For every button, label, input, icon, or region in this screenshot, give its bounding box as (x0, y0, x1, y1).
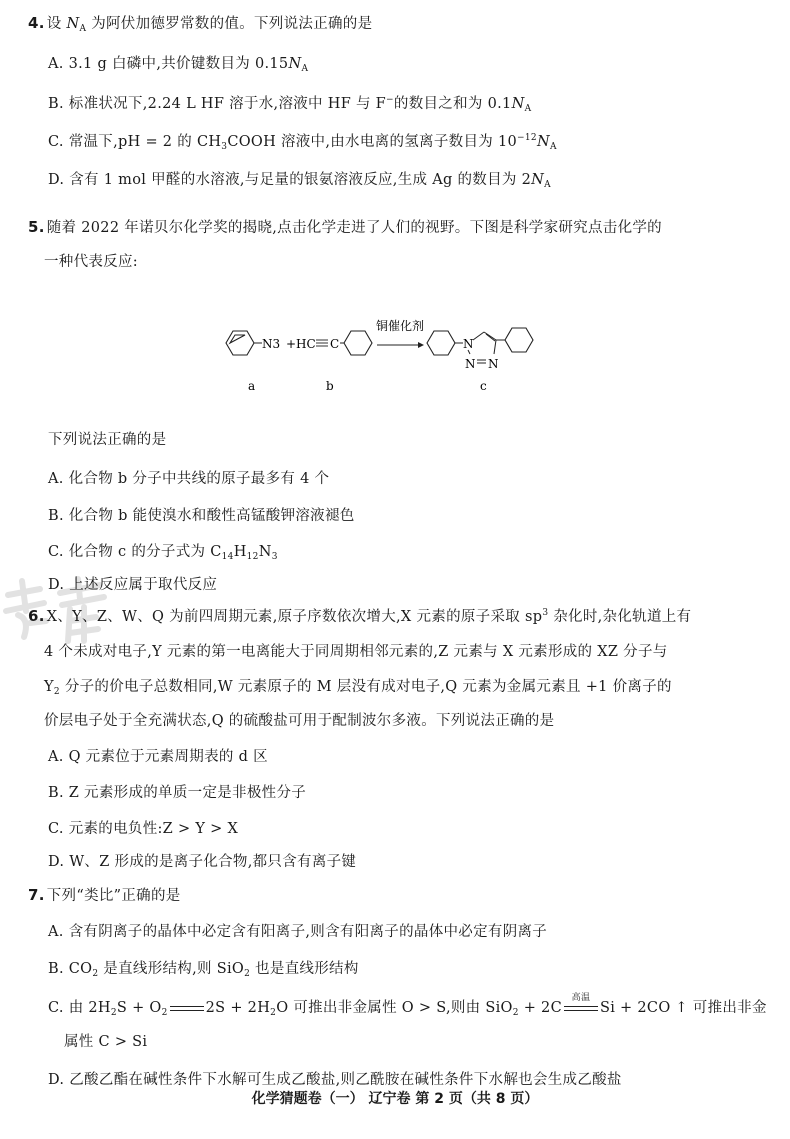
superscript: −12 (517, 133, 537, 143)
italic-symbol: N (531, 172, 545, 188)
subscript: 2 (92, 969, 99, 979)
question-7-option-c (48, 993, 767, 1018)
reaction-condition: 高温 (571, 993, 591, 1003)
text-segment: 分子的价电子总数相同,W 元素原子的 M 层没有成对电子,Q 元素为金属元素且 +1 价离子的 (59, 679, 672, 695)
question-6-stem-line-4 (44, 709, 554, 730)
text-segment: 的数目之和为 0.1 (393, 96, 512, 112)
text-segment: C. 由 2H (48, 1000, 111, 1016)
label-c: c (480, 379, 487, 393)
text-segment: A. 3.1 g 白磷中,共价键数目为 0.15 (48, 56, 289, 72)
question-5-option-c (48, 540, 278, 562)
text-segment: B. Z 元素形成的单质一定是非极性分子 (48, 785, 307, 801)
question-7-option-a (48, 920, 547, 941)
question-6-option-d (48, 850, 356, 871)
text-segment: 杂化时,杂化轨道上有 (548, 609, 692, 625)
text-segment: Si + 2CO ↑ 可推出非金 (599, 1000, 767, 1016)
superscript: 3 (542, 608, 549, 618)
text-segment: A. Q 元素位于元素周期表的 d 区 (48, 749, 268, 765)
subscript: 2 (512, 1008, 519, 1018)
question-5-prompt (48, 428, 166, 449)
subscript: 3 (221, 142, 228, 152)
text-segment: C. 元素的电负性:Z > Y > X (48, 821, 239, 837)
question-5-option-a (48, 467, 329, 488)
benzene-ring-c2 (505, 328, 533, 352)
question-4-option-d (48, 168, 551, 190)
triazole-n1: N (463, 337, 474, 351)
triazole-n2: N (465, 357, 476, 371)
question-7-option-c-cont (64, 1030, 147, 1051)
question-4-stem (28, 12, 372, 34)
subscript: 14 (221, 552, 234, 562)
question-7-number: 7. (28, 886, 45, 904)
question-6-option-a (48, 745, 268, 766)
text-segment: + 2C (518, 1000, 562, 1016)
question-4-option-c (48, 130, 557, 152)
text-segment: 属性 C > Si (64, 1034, 148, 1050)
text-segment: N (258, 544, 272, 560)
text-segment: 下列说法正确的是 (48, 432, 167, 448)
label-b: b (326, 379, 334, 393)
subscript: A (549, 142, 557, 152)
text-segment: H (233, 544, 247, 560)
benzene-ring-a (226, 331, 254, 355)
text-segment: 2S + 2H (205, 1000, 271, 1016)
question-4-option-a (48, 52, 308, 74)
text-segment: B. 化合物 b 能使溴水和酸性高锰酸钾溶液褪色 (48, 508, 355, 524)
text-segment: COOH 溶液中,由水电离的氢离子数目为 10 (227, 134, 518, 150)
question-5-option-b (48, 504, 355, 525)
subscript: A (79, 24, 87, 34)
text-segment: C. 常温下,pH = 2 的 CH (48, 134, 222, 150)
question-5-stem-line-2 (44, 250, 138, 271)
triazole-n3: N (488, 357, 499, 371)
italic-symbol: N (511, 96, 525, 112)
alkyne-hc-label: +HC (286, 337, 316, 351)
italic-symbol: N (288, 56, 302, 72)
text-segment: 价层电子处于全充满状态,Q 的硫酸盐可用于配制波尔多液。下列说法正确的是 (44, 713, 555, 729)
text-segment: 设 (46, 16, 67, 32)
subscript: 12 (246, 552, 259, 562)
text-segment: D. W、Z 形成的是离子化合物,都只含有离子键 (48, 854, 357, 870)
question-5-option-d (48, 573, 217, 594)
question-6-stem-line-1 (28, 605, 691, 626)
text-segment: D. 含有 1 mol 甲醛的水溶液,与足量的银氨溶液反应,生成 Ag 的数目为 2 (48, 172, 532, 188)
benzene-ring-b (344, 331, 372, 355)
text-segment: A. 含有阴离子的晶体中必定含有阳离子,则含有阳离子的晶体中必定有阴离子 (48, 924, 548, 940)
label-a: a (248, 379, 256, 393)
question-6-option-b (48, 781, 306, 802)
text-segment: 随着 2022 年诺贝尔化学奖的揭晓,点击化学走进了人们的视野。下图是科学家研究点击化学的 (46, 220, 662, 236)
subscript: A (544, 180, 551, 190)
question-6-stem-line-3 (44, 675, 672, 697)
text-segment: Y (44, 679, 54, 695)
text-segment: A. 化合物 b 分子中共线的原子最多有 4 个 (48, 471, 330, 487)
subscript: 2 (53, 687, 60, 697)
question-6-number: 6. (28, 607, 45, 625)
subscript: 2 (244, 969, 251, 979)
italic-symbol: N (536, 134, 550, 150)
question-7-option-b (48, 957, 359, 979)
reaction-equals-sign (170, 1002, 204, 1014)
text-segment: 一种代表反应: (44, 254, 138, 270)
text-segment: 为阿伏加德罗常数的值。下列说法正确的是 (86, 16, 373, 32)
question-5-stem-text (47, 220, 662, 236)
benzene-ring-c1 (427, 331, 455, 355)
question-5-number: 5. (28, 218, 45, 236)
text-segment: B. 标准状况下,2.24 L HF 溶于水,溶液中 HF 与 F (48, 96, 387, 112)
subscript: A (524, 104, 532, 114)
triple-bond (316, 340, 328, 346)
subscript: 2 (270, 1008, 277, 1018)
question-6-stem-line-2 (44, 640, 668, 661)
text-segment: S + O (116, 1000, 162, 1016)
text-segment: O 可推出非金属性 O > S,则由 SiO (276, 1000, 513, 1016)
alkyne-c-label: C (330, 337, 340, 351)
catalyst-label: 铜催化剂 (376, 319, 425, 333)
question-4-number: 4. (28, 14, 45, 32)
page-footer: 化学猜题卷（一） 辽宁卷 第 2 页（共 8 页） (251, 1091, 539, 1107)
question-7-stem-text (47, 888, 181, 904)
subscript: 2 (110, 1008, 117, 1018)
question-5-stem-line-1 (28, 216, 662, 237)
text-segment: D. 乙酸乙酯在碱性条件下水解可生成乙酸盐,则乙酰胺在碱性条件下水解也会生成乙酸盐 (48, 1072, 622, 1088)
reaction-arrow (377, 342, 424, 348)
reaction-equals-sign (564, 993, 598, 1014)
text-segment: 是直线形结构,则 SiO (98, 961, 245, 977)
reaction-diagram (222, 318, 562, 398)
question-6-option-c (48, 817, 238, 838)
text-segment: 下列“类比”正确的是 (46, 888, 181, 904)
question-7-option-d (48, 1068, 622, 1089)
subscript: A (301, 64, 309, 74)
subscript: 3 (271, 552, 278, 562)
text-segment: X、Y、Z、W、Q 为前四周期元素,原子序数依次增大,X 元素的原子采取 sp (46, 609, 543, 625)
text-segment: C. 化合物 c 的分子式为 C (48, 544, 222, 560)
question-4-option-b (48, 92, 531, 114)
italic-symbol: N (66, 16, 80, 32)
question-6-stem-text (47, 609, 692, 625)
azide-label: N3 (262, 337, 281, 351)
text-segment: 4 个未成对电子,Y 元素的第一电离能大于同周期相邻元素的,Z 元素与 X 元素形成的 XZ 分子与 (44, 644, 668, 660)
text-segment: D. 上述反应属于取代反应 (48, 577, 218, 593)
question-4-stem-text (47, 16, 373, 32)
question-7-stem (28, 884, 181, 905)
superscript: − (386, 95, 394, 105)
text-segment: 也是直线形结构 (250, 961, 359, 977)
subscript: 2 (161, 1008, 168, 1018)
text-segment: B. CO (48, 961, 93, 977)
